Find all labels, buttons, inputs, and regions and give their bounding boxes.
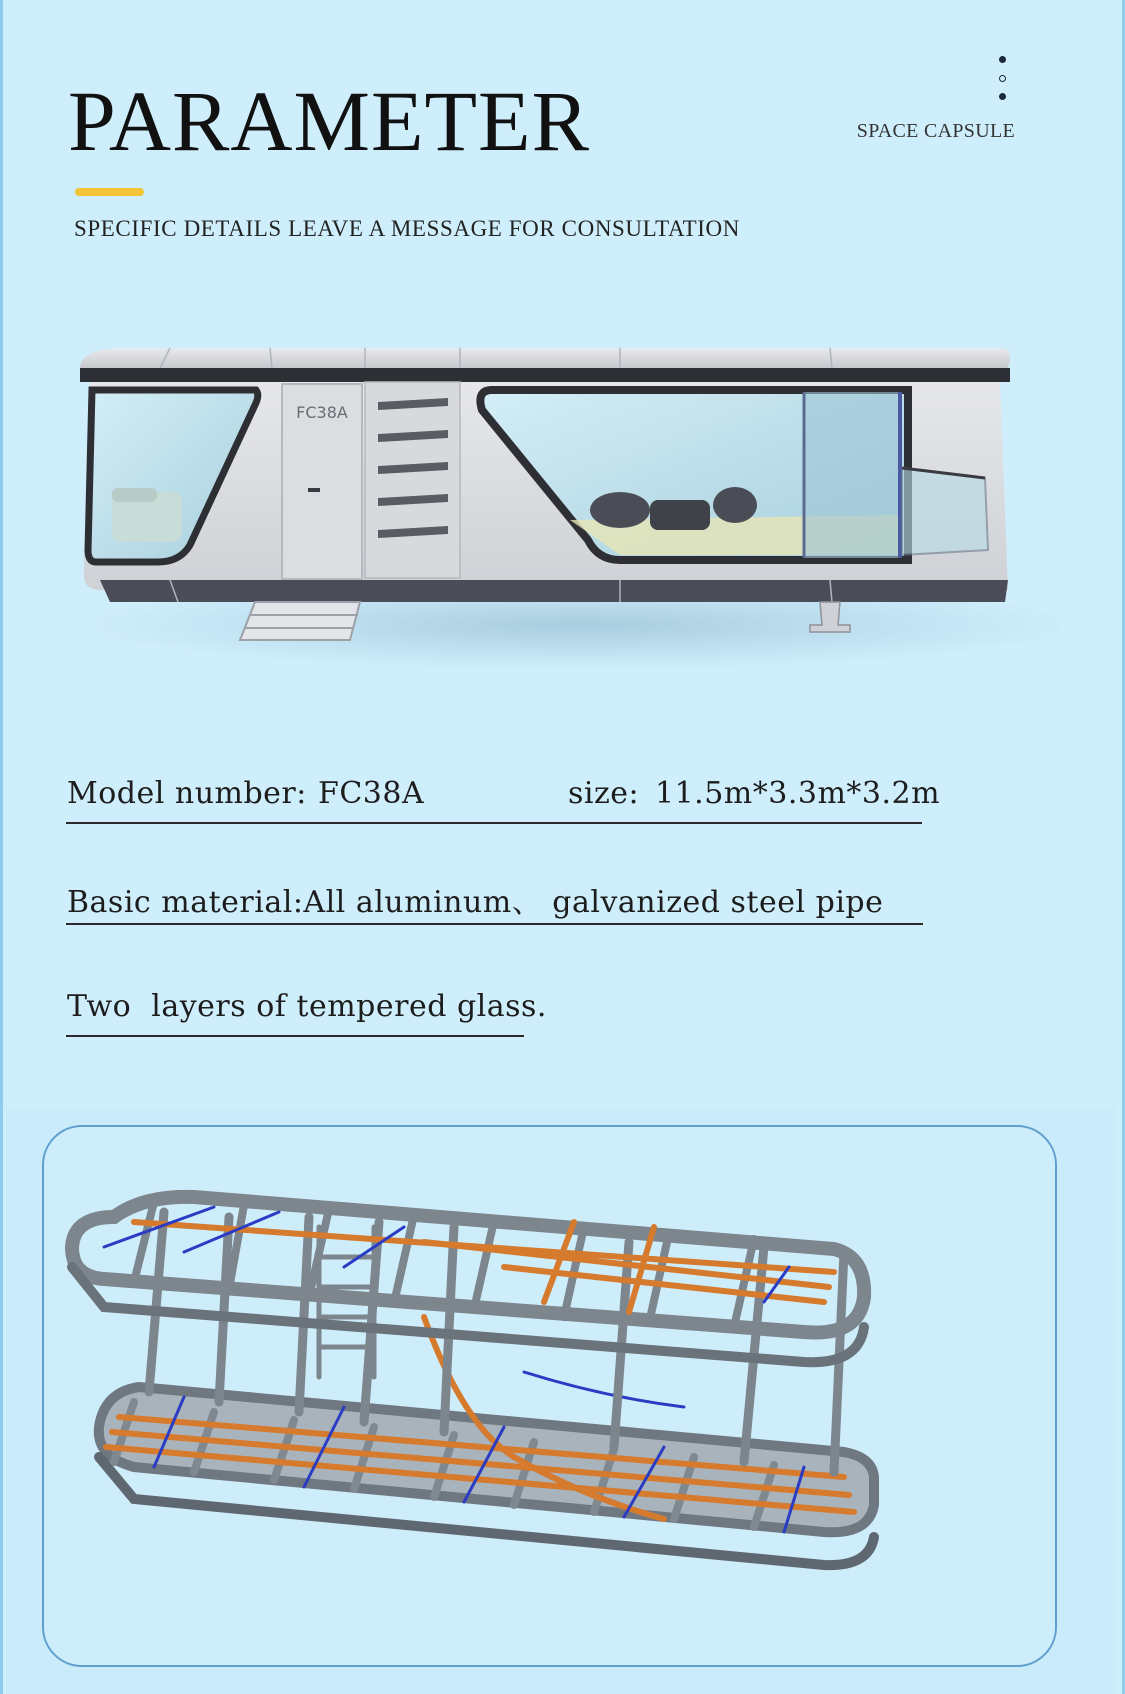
space-capsule-image [60,340,1060,680]
steel-frame-image [44,1127,1055,1665]
door-model-label: FC38A [296,403,348,422]
brand-label: SPACE CAPSULE [856,120,1015,142]
basic-material: Basic material:All aluminum、 galvanized steel pipe [67,885,884,920]
size-value: 11.5m*3.3m*3.2m [655,776,941,811]
glass-spec: Two layers of tempered glass. [67,989,547,1024]
size-label: size: [568,776,640,811]
more-options-icon[interactable] [990,56,1014,100]
model-number-value: FC38A [318,776,425,811]
page-title: PARAMETER [68,73,590,169]
title-accent-bar [75,188,144,196]
left-edge [0,0,3,1694]
structure-card [42,1125,1057,1667]
glass-underline [66,1035,524,1037]
model-number-label: Model number: [67,776,307,811]
page-subtitle: SPECIFIC DETAILS LEAVE A MESSAGE FOR CONSULTATION [74,216,740,241]
material-underline [66,923,923,925]
model-underline [66,822,922,824]
